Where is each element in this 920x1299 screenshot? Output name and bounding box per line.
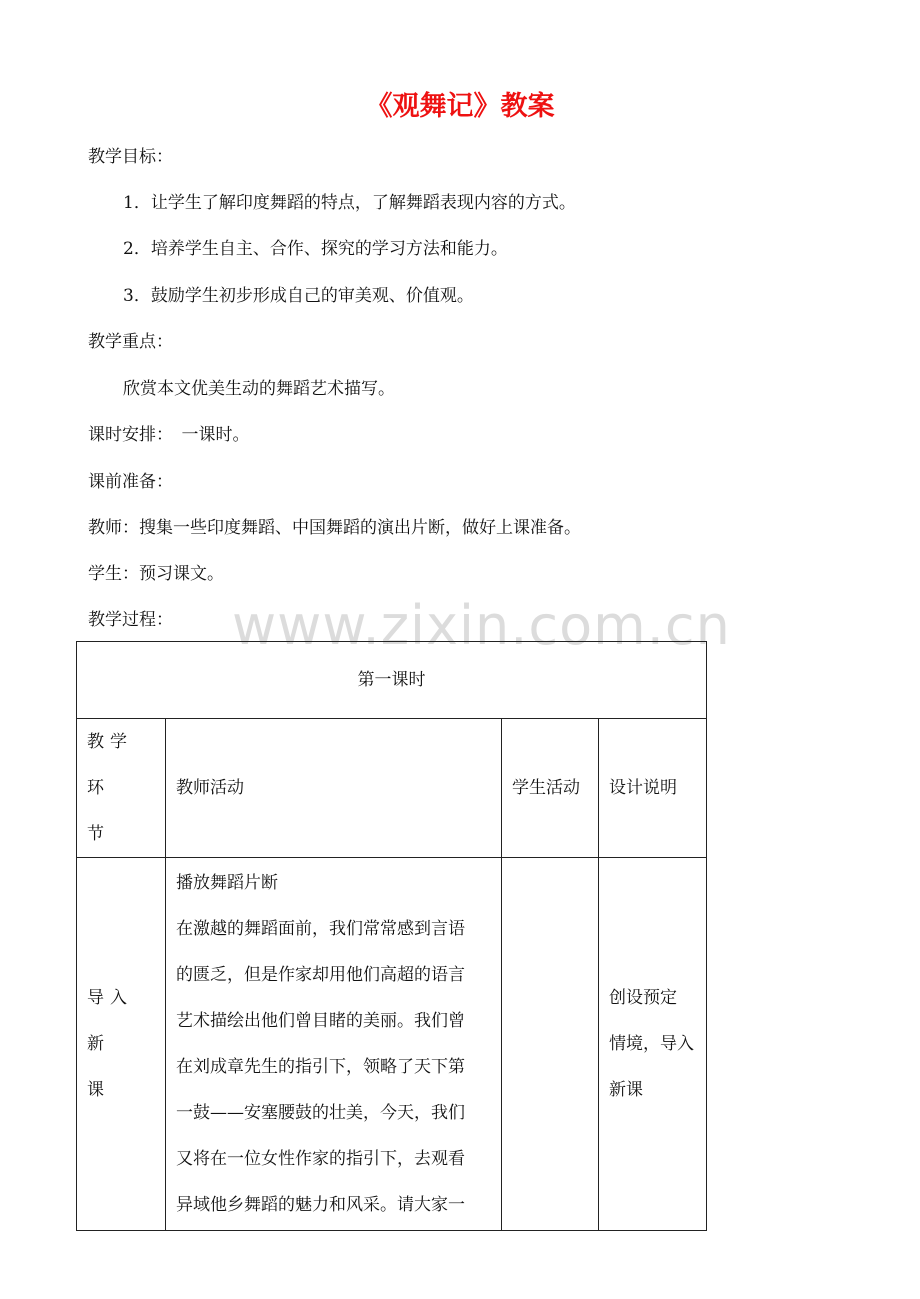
header-teacher-activity: 教师活动 xyxy=(166,719,502,858)
header-stage xyxy=(77,719,166,858)
objective-item-3: 3．鼓励学生初步形成自己的审美观、价值观。 xyxy=(123,286,474,306)
key-points-text: 欣赏本文优美生动的舞蹈艺术描写。 xyxy=(123,379,395,399)
stage-line2: 课 xyxy=(87,1080,110,1100)
page-title: 《观舞记》教案 xyxy=(365,91,555,122)
header-student-activity: 学生活动 xyxy=(502,719,599,858)
design-line: 新课 xyxy=(609,1080,643,1100)
student-activity-cell xyxy=(502,858,599,1231)
teacher-line: 在激越的舞蹈面前，我们常常感到言语 xyxy=(176,919,465,939)
preparation-student: 学生：预习课文。 xyxy=(88,564,224,584)
design-line: 情境，导入 xyxy=(609,1034,694,1054)
lesson-table xyxy=(76,641,707,1231)
objectives-heading: 教学目标： xyxy=(88,147,173,167)
teacher-line: 播放舞蹈片断 xyxy=(176,873,278,893)
objective-item-1: 1．让学生了解印度舞蹈的特点，了解舞蹈表现内容的方式。 xyxy=(123,193,576,213)
objective-item-2: 2．培养学生自主、合作、探究的学习方法和能力。 xyxy=(123,239,508,259)
session-title: 第一课时 xyxy=(77,642,707,719)
teacher-line: 又将在一位女性作家的指引下，去观看 xyxy=(176,1149,465,1169)
teacher-activity-cell xyxy=(166,858,502,1231)
preparation-teacher: 教师：搜集一些印度舞蹈、中国舞蹈的演出片断，做好上课准备。 xyxy=(88,518,581,538)
process-heading: 教学过程： xyxy=(88,610,173,630)
watermark: www.zixin.com.cn xyxy=(232,594,731,657)
stage-line1: 导入新 xyxy=(87,988,133,1054)
header-stage-line2: 节 xyxy=(87,824,110,844)
design-line: 创设预定 xyxy=(609,988,677,1008)
teacher-line: 异域他乡舞蹈的魅力和风采。请大家一 xyxy=(176,1195,465,1215)
teacher-line: 的匮乏，但是作家却用他们高超的语言 xyxy=(176,965,465,985)
teacher-line: 在刘成章先生的指引下，领略了天下第 xyxy=(176,1057,465,1077)
schedule-text: 课时安排： 一课时。 xyxy=(88,425,250,445)
header-design-note: 设计说明 xyxy=(599,719,707,858)
teacher-line: 一鼓——安塞腰鼓的壮美，今天，我们 xyxy=(176,1103,465,1123)
stage-cell xyxy=(77,858,166,1231)
teacher-line: 艺术描绘出他们曾目睹的美丽。我们曾 xyxy=(176,1011,465,1031)
preparation-heading: 课前准备： xyxy=(88,472,173,492)
key-points-heading: 教学重点： xyxy=(88,332,173,352)
header-stage-line1: 教学环 xyxy=(87,732,133,798)
design-note-cell xyxy=(599,858,707,1231)
